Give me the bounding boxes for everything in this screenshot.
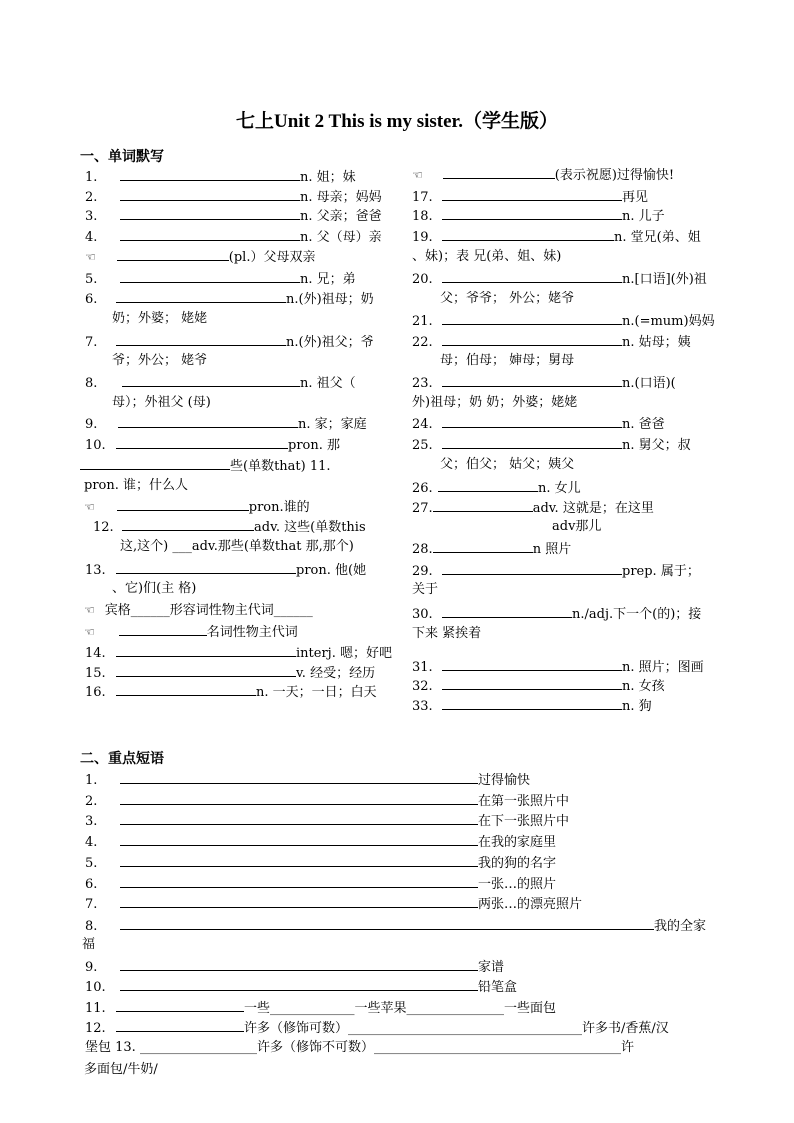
item-text: n. 家；家庭 <box>298 417 367 432</box>
item-number: 5. <box>85 272 98 287</box>
answer-blank[interactable] <box>120 207 300 220</box>
pointing-hand-icon: ☜ <box>84 625 95 639</box>
item-text: n. 狗 <box>622 699 652 714</box>
item-text: 在我的家庭里 <box>478 835 557 850</box>
item-text: 母）；外祖父 (母) <box>112 395 211 410</box>
item-text: 一些_____________一些苹果_______________一些面包 <box>244 1001 557 1016</box>
item-text: 家谱 <box>478 960 505 975</box>
item-text: 名词性物主代词 <box>206 625 298 640</box>
vocab-left-item <box>85 270 356 288</box>
item-number: 32. <box>412 679 433 694</box>
item-text: pron. 谁；什么人 <box>84 478 189 493</box>
answer-blank[interactable] <box>442 436 622 449</box>
item-number: 8. <box>85 376 98 391</box>
item-text: (表示祝愿)过得愉快! <box>554 168 675 183</box>
answer-blank[interactable] <box>442 562 622 575</box>
item-text: 铅笔盒 <box>478 980 518 995</box>
vocab-right-item <box>412 658 704 676</box>
item-text: 这,这个) ___adv.那些(单数that 那,那个) <box>120 539 354 554</box>
item-text: 爷；外公； 姥爷 <box>112 353 208 368</box>
vocab-left-item <box>112 395 211 411</box>
item-text: n.(外)祖父；爷 <box>286 335 374 350</box>
item-text: 多面包/牛奶/ <box>84 1062 158 1077</box>
item-number: 12. <box>93 520 114 535</box>
item-number: 26. <box>412 481 433 496</box>
item-number: 28. <box>412 542 433 557</box>
item-text: 、妹)；表 兄(弟、姐、妹) <box>412 249 562 264</box>
item-text: (pl.）父母双亲 <box>228 250 316 265</box>
answer-blank[interactable] <box>442 697 622 710</box>
item-number: 17. <box>412 190 433 205</box>
item-number: 6. <box>85 292 98 307</box>
answer-blank[interactable] <box>116 333 286 346</box>
item-text: n.[口语](外)祖 <box>622 272 707 287</box>
item-text: prep. 属于； <box>622 564 700 579</box>
answer-blank[interactable] <box>442 333 622 346</box>
item-text: 奶；外婆； 姥姥 <box>112 311 208 326</box>
item-text: 再见 <box>622 190 649 205</box>
item-text: n. 女孩 <box>622 679 665 694</box>
item-text: 、它)们(主 格) <box>112 581 197 596</box>
phrase-item <box>82 937 95 953</box>
pointing-hand-icon: ☜ <box>85 250 96 264</box>
vocab-right-item <box>412 415 665 433</box>
vocab-right-item <box>412 312 715 330</box>
item-text: v. 经受；经历 <box>296 666 376 681</box>
item-text: n. 父亲；爸爸 <box>300 209 382 224</box>
answer-blank[interactable] <box>433 499 533 512</box>
answer-blank[interactable] <box>116 1019 244 1032</box>
page-title: 七上Unit 2 This is my sister.（学生版） <box>236 111 558 132</box>
vocab-left-item <box>85 664 375 682</box>
vocab-right-item <box>412 626 481 642</box>
phrase-item <box>85 895 582 913</box>
item-text: 母；伯母； 婶母；舅母 <box>440 353 575 368</box>
item-text: n. 父（母）亲 <box>300 230 382 245</box>
item-text: n. 照片；图画 <box>622 660 704 675</box>
item-text: adv. 这些(单数this <box>254 520 366 535</box>
item-number: 14. <box>85 646 106 661</box>
phrase-item <box>85 917 706 935</box>
answer-blank[interactable] <box>120 854 478 867</box>
vocab-left-item <box>85 333 374 351</box>
answer-blank[interactable] <box>438 479 538 492</box>
item-text: 在第一张照片中 <box>478 794 570 809</box>
vocab-right-item <box>412 499 654 517</box>
vocab-right-item <box>412 374 676 392</box>
phrase-item <box>85 833 556 851</box>
vocab-right-item <box>412 228 701 246</box>
item-number: 23. <box>412 376 433 391</box>
vocab-left-item <box>84 478 188 494</box>
item-number: 13. <box>85 563 106 578</box>
vocab-right-item <box>412 697 652 715</box>
vocab-left-item <box>85 561 366 579</box>
vocab-left-item <box>80 457 331 475</box>
item-number: 24. <box>412 417 433 432</box>
item-number: 2. <box>85 190 98 205</box>
item-text: n.(=mum)妈妈 <box>622 314 715 329</box>
phrase-item <box>85 792 569 810</box>
answer-blank[interactable] <box>80 457 230 470</box>
item-text: n. 兄；弟 <box>300 272 356 287</box>
item-number: 10. <box>85 980 106 995</box>
item-text: 宾格______形容词性物主代词______ <box>104 603 313 618</box>
item-text: 下来 紧挨着 <box>412 626 482 641</box>
item-number: 1. <box>85 170 98 185</box>
item-text: 堡包 13. __________________许多（修饰不可数）______________________________________许 <box>85 1040 634 1055</box>
item-text: n. 母亲；妈妈 <box>300 190 382 205</box>
answer-blank[interactable] <box>442 374 622 387</box>
answer-blank[interactable] <box>120 833 478 846</box>
vocab-right-item <box>412 207 665 225</box>
item-text: pron. 那 <box>288 438 341 453</box>
vocab-left-item <box>85 188 382 206</box>
phrase-item <box>85 812 569 830</box>
answer-blank[interactable] <box>116 664 296 677</box>
phrase-item <box>84 1062 158 1078</box>
section-heading-vocab: 一、单词默写 <box>80 149 164 165</box>
item-text: n. 姐；妹 <box>300 170 356 185</box>
answer-blank[interactable] <box>120 875 478 888</box>
item-text: adv那儿 <box>552 519 602 534</box>
item-number: 27. <box>412 501 433 516</box>
pointing-hand-icon: ☜ <box>84 603 95 617</box>
item-number: 12. <box>85 1021 106 1036</box>
vocab-left-item <box>112 311 207 327</box>
item-text: n.(外)祖母；奶 <box>286 292 374 307</box>
answer-blank[interactable] <box>120 958 478 971</box>
vocab-right-item <box>412 188 648 206</box>
item-number: 4. <box>85 835 98 850</box>
vocab-right-item <box>412 436 691 454</box>
item-text: 我的狗的名字 <box>478 856 557 871</box>
answer-blank[interactable] <box>120 228 300 241</box>
answer-blank[interactable] <box>120 792 478 805</box>
item-number: 22. <box>412 335 433 350</box>
pointing-hand-icon: ☜ <box>412 168 423 182</box>
vocab-left-item <box>85 228 382 246</box>
answer-blank[interactable] <box>442 605 572 618</box>
vocab-right-item <box>412 582 438 598</box>
vocab-right-item <box>412 479 581 497</box>
item-text: 两张…的漂亮照片 <box>478 897 583 912</box>
answer-blank[interactable] <box>116 644 296 657</box>
answer-blank[interactable] <box>120 188 300 201</box>
answer-blank[interactable] <box>120 270 300 283</box>
answer-blank[interactable] <box>442 207 622 220</box>
answer-blank[interactable] <box>120 917 654 930</box>
vocab-right-item <box>440 457 574 473</box>
item-text: 福 <box>82 937 96 952</box>
vocab-right-item <box>412 677 665 695</box>
vocab-left-item <box>112 581 196 597</box>
answer-blank[interactable] <box>122 518 254 531</box>
answer-blank[interactable] <box>442 677 622 690</box>
answer-blank[interactable] <box>116 561 296 574</box>
answer-blank[interactable] <box>120 771 478 784</box>
phrase-item <box>85 978 517 996</box>
phrase-item <box>85 1019 669 1037</box>
vocab-left-item <box>120 539 354 555</box>
item-number: 9. <box>85 960 98 975</box>
answer-blank[interactable] <box>117 248 229 261</box>
item-text: 父；爷爷； 外公；姥爷 <box>440 291 575 306</box>
answer-blank[interactable] <box>117 498 249 511</box>
item-text: n. 爸爸 <box>622 417 665 432</box>
item-text: interj. 嗯；好吧 <box>296 646 392 661</box>
item-text: 一张…的照片 <box>478 877 557 892</box>
item-text: 许多（修饰可数）____________________________________许多书/香蕉/汉 <box>244 1021 669 1036</box>
phrase-item <box>85 999 556 1017</box>
vocab-left-item <box>84 623 298 641</box>
answer-blank[interactable] <box>442 312 622 325</box>
item-text: n. 儿子 <box>622 209 665 224</box>
vocab-right-item <box>412 562 700 580</box>
item-text: n 照片 <box>532 542 572 557</box>
item-text: adv. 这就是；在这里 <box>532 501 654 516</box>
phrase-item <box>85 771 530 789</box>
item-text: n. 堂兄(弟、姐 <box>614 230 701 245</box>
answer-blank[interactable] <box>442 270 622 283</box>
answer-blank[interactable] <box>433 540 533 553</box>
vocab-left-item <box>85 374 356 392</box>
item-text: n. 一天；一日；白天 <box>256 685 377 700</box>
item-number: 19. <box>412 230 433 245</box>
answer-blank[interactable] <box>116 683 256 696</box>
item-text: 关于 <box>412 582 439 597</box>
item-number: 3. <box>85 814 98 829</box>
vocab-right-item <box>552 519 601 535</box>
vocab-right-item <box>440 291 574 307</box>
vocab-right-item <box>412 395 577 411</box>
item-number: 18. <box>412 209 433 224</box>
vocab-left-item <box>85 683 377 701</box>
item-text: 过得愉快 <box>478 773 531 788</box>
vocab-left-item <box>85 644 392 662</box>
vocab-left-item <box>85 436 340 454</box>
item-text: n.(口语)( <box>622 376 676 391</box>
answer-blank[interactable] <box>116 999 244 1012</box>
item-number: 4. <box>85 230 98 245</box>
vocab-right-item <box>412 540 571 558</box>
item-number: 6. <box>85 877 98 892</box>
item-number: 7. <box>85 335 98 350</box>
answer-blank[interactable] <box>116 436 288 449</box>
answer-blank[interactable] <box>442 188 622 201</box>
vocab-left-item <box>85 207 382 225</box>
item-text: 父；伯父； 姑父；姨父 <box>440 457 575 472</box>
item-text: 我的全家 <box>654 919 707 934</box>
item-number: 5. <box>85 856 98 871</box>
item-number: 2. <box>85 794 98 809</box>
item-number: 31. <box>412 660 433 675</box>
item-text: n. 祖父（ <box>300 376 356 391</box>
item-text: n. 舅父；叔 <box>622 438 691 453</box>
item-number: 7. <box>85 897 98 912</box>
item-number: 1. <box>85 773 98 788</box>
item-number: 21. <box>412 314 433 329</box>
item-number: 30. <box>412 607 433 622</box>
item-text: 在下一张照片中 <box>478 814 570 829</box>
item-number: 15. <box>85 666 106 681</box>
vocab-left-item <box>84 498 310 516</box>
answer-blank[interactable] <box>120 895 478 908</box>
answer-blank[interactable] <box>118 415 298 428</box>
answer-blank[interactable] <box>442 658 622 671</box>
answer-blank[interactable] <box>120 978 478 991</box>
item-number: 11. <box>85 1001 106 1016</box>
item-number: 33. <box>412 699 433 714</box>
item-number: 16. <box>85 685 106 700</box>
item-text: 外)祖母；奶 奶；外婆；姥姥 <box>412 395 578 410</box>
vocab-left-item <box>85 168 356 186</box>
answer-blank[interactable] <box>120 812 478 825</box>
phrase-item <box>85 958 504 976</box>
item-number: 8. <box>85 919 98 934</box>
vocab-left-item <box>84 602 313 619</box>
section-heading-phrases: 二、重点短语 <box>80 751 164 767</box>
answer-blank[interactable] <box>122 374 300 387</box>
answer-blank[interactable] <box>120 168 300 181</box>
phrase-item <box>85 875 556 893</box>
vocab-right-item <box>440 353 574 369</box>
item-text: 些(单数that) 11. <box>230 459 331 474</box>
phrase-item <box>85 1040 634 1056</box>
vocab-left-item <box>85 248 315 266</box>
vocab-left-item <box>85 415 367 433</box>
vocab-right-item <box>412 166 674 184</box>
phrase-item <box>85 854 556 872</box>
item-text: n. 姑母；姨 <box>622 335 691 350</box>
item-number: 3. <box>85 209 98 224</box>
vocab-right-item <box>412 605 701 623</box>
vocab-left-item <box>85 290 374 308</box>
vocab-left-item <box>112 353 207 369</box>
vocab-right-item <box>412 333 691 351</box>
answer-blank[interactable] <box>442 415 622 428</box>
pointing-hand-icon: ☜ <box>84 500 95 514</box>
item-number: 29. <box>412 564 433 579</box>
vocab-right-item <box>412 249 561 265</box>
item-text: pron.谁的 <box>248 500 310 515</box>
answer-blank[interactable] <box>116 290 286 303</box>
item-number: 10. <box>85 438 106 453</box>
item-text: n./adj.下一个(的)；接 <box>572 607 702 622</box>
item-number: 9. <box>85 417 98 432</box>
item-text: n. 女儿 <box>538 481 581 496</box>
answer-blank[interactable] <box>119 623 207 636</box>
item-number: 25. <box>412 438 433 453</box>
item-text: pron. 他(她 <box>296 563 367 578</box>
vocab-left-item <box>93 518 366 536</box>
answer-blank[interactable] <box>443 166 555 179</box>
answer-blank[interactable] <box>442 228 614 241</box>
item-number: 20. <box>412 272 433 287</box>
vocab-right-item <box>412 270 707 288</box>
